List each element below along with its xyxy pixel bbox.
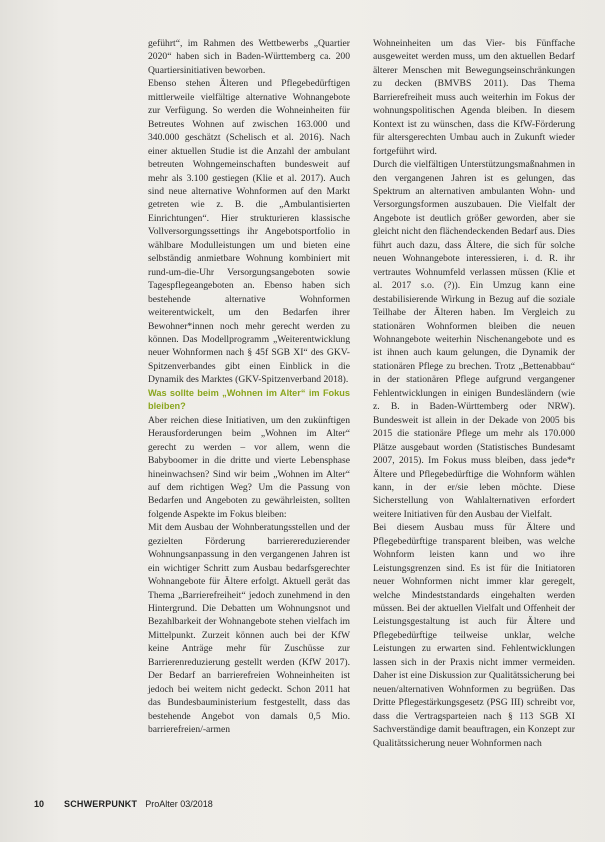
right-paragraph-1: Wohneinheiten um das Vier- bis Fünffache ausgeweitet werden muss, um den aktuellen Bedarf älterer Menschen mit Bewegungseinschränkungen zu decken (BMVBS 2011). Das Thema Barrierefreiheit muss auch weiterhin im Fokus der wohnungspolitischen Agenda bleiben. In diesem Kontext ist zu wünschen, dass die KfW-Förderung für altersgerechten Umbau auch in Zukunft wieder fortgeführt wird. [373, 38, 575, 157]
page-footer [34, 799, 213, 809]
right-paragraph-2: Durch die vielfältigen Unterstützungsmaßnahmen in den vergangenen Jahren ist es gelungen, das Spektrum an alternativen ambulanten Wohn- und Versorgungsformen auszubauen. Die Vielfalt der Angebote ist deutlich größer geworden, aber sie gleicht nicht den flächendeckenden Bedarf aus. Dies führt auch dazu, dass Ältere, die sich für solche neuen Wohnangebote interessieren, i. d. R. ihr vertrautes Wohnumfeld verlassen müssen (Klie et al. 2017 s.o. (?)). Ein Umzug kann eine destabilisierende Wirkung in Bezug auf die soziale Teilhabe der Älteren haben. Im Vergleich zu stationären Wohnformen bleiben die neuen Wohnangebote weiterhin Nischenangebote und es ist ihnen auch kaum gelungen, die Dynamik der stationären Pflege zu brechen. Trotz „Bettenabbau“ in der stationären Pflege aufgrund vergangener Fehlentwicklungen in einigen Bundesländern (wie z. B. in Baden-Württemberg oder NRW). Bundesweit ist allein in der Dekade von 2005 bis 2015 die stationäre Pflege um mehr als 170.000 Plätze ausgebaut worden (Statistisches Bundesamt 2007, 2015). Im Fokus muss bleiben, dass jede*r Ältere und Pflegebedürftige die Wohnform wählen kann, in der er/sie leben möchte. Diese Sicherstellung von Wahlalternativen erfordert weitere Initiativen für den Ausbau der Vielfalt. [373, 159, 575, 520]
section-label: SCHWERPUNKT [64, 799, 138, 809]
left-paragraph-4: Mit dem Ausbau der Wohnberatungsstellen und der gezielten Förderung barrierereduzierender Wohnungsanpassung in den vergangenen Jahren ist ein wichtiger Schritt zum Ausbau bedarfsgerechter Wohnangebote für Ältere erfolgt. Aktuell gerät das Thema „Barrierefreiheit“ jedoch zunehmend in den Hintergrund. Die Debatten um Wohnungsnot und Bezahlbarkeit der Wohnangebote stehen vielfach im Mittelpunkt. Zurzeit können auch bei der KfW keine Anträge mehr für Zuschüsse zur Barrierenreduzierung gestellt werden (KfW 2017). Der Bedarf an barrierefreien Wohneinheiten ist jedoch bei weitem nicht gedeckt. Schon 2011 hat das Bundesbauministerium festgestellt, dass das bestehende Angebot von damals 0,5 Mio. barrierefreien/-armen [148, 522, 350, 736]
left-paragraph-1: geführt“, im Rahmen des Wettbewerbs „Quartier 2020“ haben sich in Baden-Württemberg ca. 200 Quartiersinitiativen beworben. [148, 38, 350, 76]
left-paragraph-2: Ebenso stehen Älteren und Pflegebedürftigen mittlerweile vielfältige alternative Wohnangebote zur Verfügung. So werden die Wohneinheiten für Betreutes Wohnen auf zwischen 163.000 und 340.000 geschätzt (Schelisch et al. 2016). Nach einer aktuellen Studie ist die Anzahl der ambulant betreuten Wohngemeinschaften bundesweit auf mehr als 3.100 gestiegen (Klie et al. 2017). Auch sind neue alternative Wohnformen auf den Markt getreten wie z. B. die „Ambulantisierten Einrichtungen“. Hier strukturieren klassische Vollversorgungssettings ihr Angebotsportfolio in wählbare Modulleistungen um und bieten eine selbständig anmietbare Wohnung kombiniert mit rund-um-die-Uhr Versorgungsangeboten sowie Tagespflegeangeboten an. Ebenso haben sich bestehende alternative Wohnformen weiterentwickelt, um den Bedarfen ihrer Bewohner*innen noch mehr gerecht werden zu können. Das Modellprogramm „Weiterentwicklung neuer Wohnformen nach § 45f SGB XI“ des GKV-Spitzenverbandes gibt einen Einblick in die Dynamik des Marktes (GKV-Spitzenverband 2018). [148, 78, 350, 386]
section-heading: Was sollte beim „Wohnen im Alter“ im Fokus bleiben? [148, 387, 350, 412]
publication-label: ProAlter 03/2018 [145, 799, 213, 809]
right-paragraph-3: Bei diesem Ausbau muss für Ältere und Pflegebedürftige transparent bleiben, was welche Wohnform leisten kann und wo ihre Leistungsgrenzen sind. Es ist für die Initiatoren neuer Wohnformen nicht immer klar geregelt, welche Mindeststandards eingehalten werden müssen. Bei der aktuellen Vielfalt und Offenheit der Leistungsgestaltung ist auch für Ältere und Pflegebedürftige teilweise unklar, welche Leistungen zu erwarten sind. Fehlentwicklungen lassen sich in der Praxis nicht immer vermeiden. Daher ist eine Diskussion zur Qualitätssicherung bei neuen/alternativen Wohnformen zu begrüßen. Das Dritte Pflegestärkungsgesetz (PSG III) schreibt vor, dass die Vertragsparteien nach § 113 SGB XI Sachverständige damit beauftragen, ein Konzept zur Qualitätssicherung neuer Wohnformen nach [373, 522, 575, 749]
left-text-column [148, 37, 350, 737]
right-text-column [373, 37, 575, 750]
left-paragraph-3: Aber reichen diese Initiativen, um den zukünftigen Herausforderungen beim „Wohnen im Alter“ gerecht zu werden – vor allem, wenn die Babyboomer in die dritte und vierte Lebensphase hineinwachsen? Sind wir beim „Wohnen im Alter“ auf dem richtigen Weg? Um die Passung von Bedarfen und Angeboten zu gewährleisten, sollten folgende Aspekte im Fokus bleiben: [148, 414, 350, 520]
page-number: 10 [34, 799, 45, 809]
